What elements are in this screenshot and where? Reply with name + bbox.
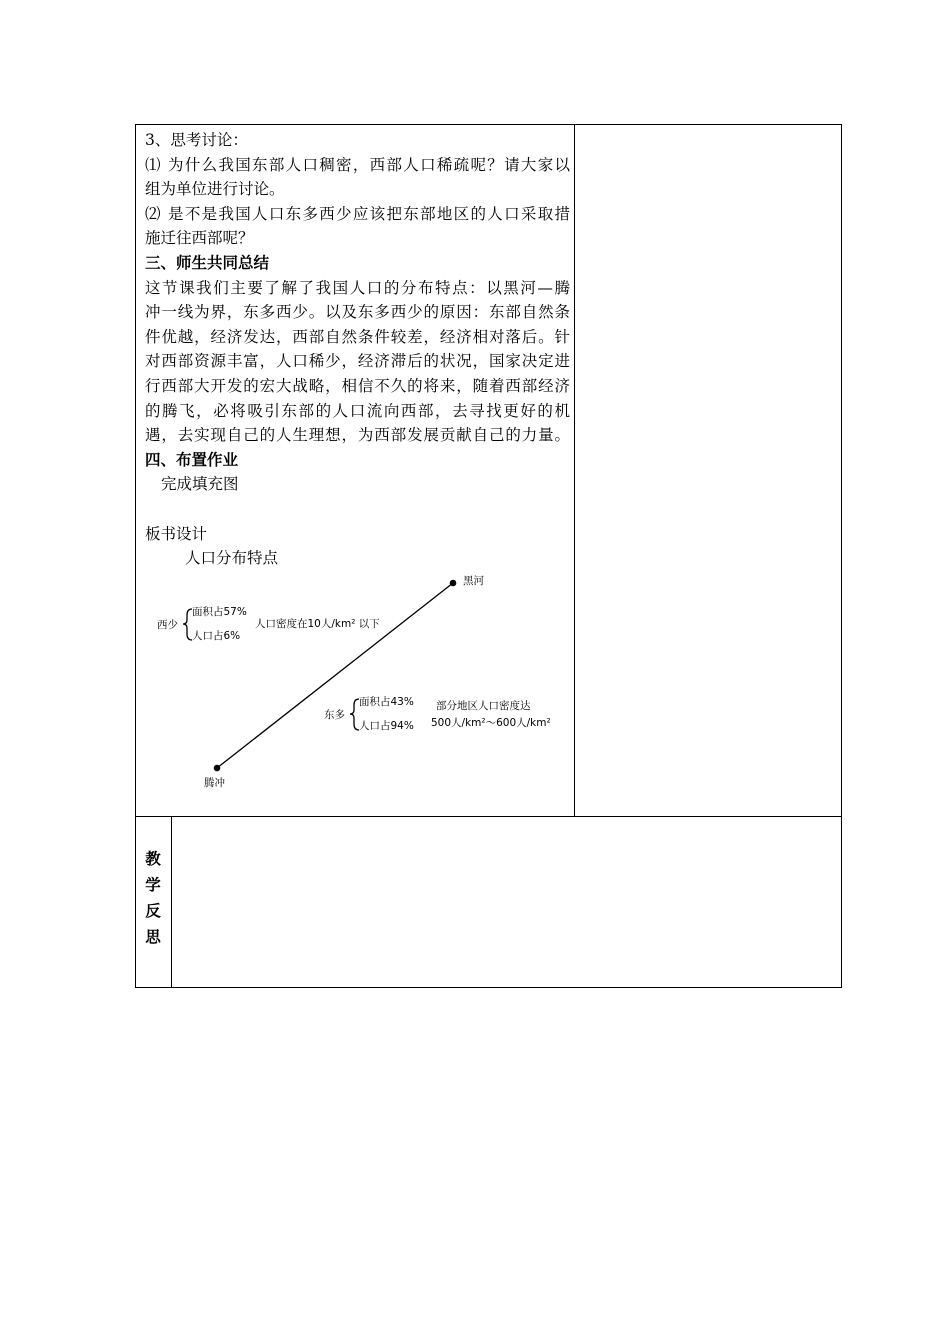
heihe-point (450, 580, 457, 587)
reflection-char: 思 (145, 928, 161, 946)
tengchong-label: 腾冲 (204, 777, 225, 789)
row-divider (135, 816, 842, 817)
column-divider (574, 124, 575, 817)
content-line: 件优越，经济发达，西部自然条件较差，经济相对落后。针 (145, 327, 570, 346)
west-label: 西少 (157, 619, 178, 631)
reflection-char: 反 (145, 902, 161, 920)
content-line: 组为单位进行讨论。 (145, 180, 285, 199)
content-line: 3、思考讨论： (145, 131, 248, 149)
table-border-top (135, 124, 842, 125)
west-density: 人口密度在10人/km² 以下 (255, 618, 380, 630)
content-line: 行西部大开发的宏大战略，相信不久的将来，随着西部经济 (145, 376, 570, 395)
west-brace (183, 609, 192, 640)
east-density-line2: 500人/km²～600人/km² (431, 717, 551, 729)
content-line (145, 497, 570, 522)
content-line: 施迁往西部呢？ (145, 229, 254, 248)
content-line: 的腾飞，必将吸引东部的人口流向西部，去寻找更好的机 (145, 401, 570, 420)
west-population: 人口占6% (192, 630, 241, 642)
lesson-content (145, 128, 570, 571)
content-line: ⑵ 是不是我国人口东多西少应该把东部地区的人口采取措 (145, 204, 570, 223)
east-label: 东多 (324, 709, 345, 721)
content-line: 三、师生共同总结 (145, 253, 270, 272)
east-density-line1: 部分地区人口密度达 (436, 700, 531, 712)
content-line: 四、布置作业 (145, 450, 239, 469)
content-line: ⑴ 为什么我国东部人口稠密，西部人口稀疏呢？请大家以 (145, 155, 570, 174)
east-population: 人口占94% (359, 720, 414, 732)
heihe-label: 黑河 (463, 575, 484, 587)
table-border-bottom (135, 987, 842, 988)
reflection-char: 教 (145, 850, 161, 868)
content-line: 人口分布特点 (185, 549, 279, 568)
content-line: 这节课我们主要了解了我国人口的分布特点：以黑河—腾 (145, 278, 570, 297)
reflection-divider (171, 816, 172, 988)
content-line: 板书设计 (145, 524, 208, 543)
content-line: 遇，去实现自己的人生理想，为西部发展贡献自己的力量。 (145, 426, 570, 445)
tengchong-point (214, 765, 221, 772)
reflection-char: 学 (145, 876, 161, 894)
population-distribution-diagram (140, 565, 570, 800)
east-area: 面积占43% (359, 696, 414, 708)
east-brace (350, 699, 359, 730)
content-line: 完成填充图 (161, 475, 239, 494)
content-line: 冲一线为界，东多西少。以及东多西少的原因：东部自然条 (145, 303, 570, 322)
west-area: 面积占57% (192, 606, 247, 618)
content-line: 对西部资源丰富，人口稀少，经济滞后的状况，国家决定进 (145, 352, 570, 371)
table-border-right (841, 124, 842, 988)
heihe-tengchong-line (217, 583, 453, 768)
teaching-reflection-label (140, 846, 166, 950)
table-border-left (135, 124, 136, 988)
